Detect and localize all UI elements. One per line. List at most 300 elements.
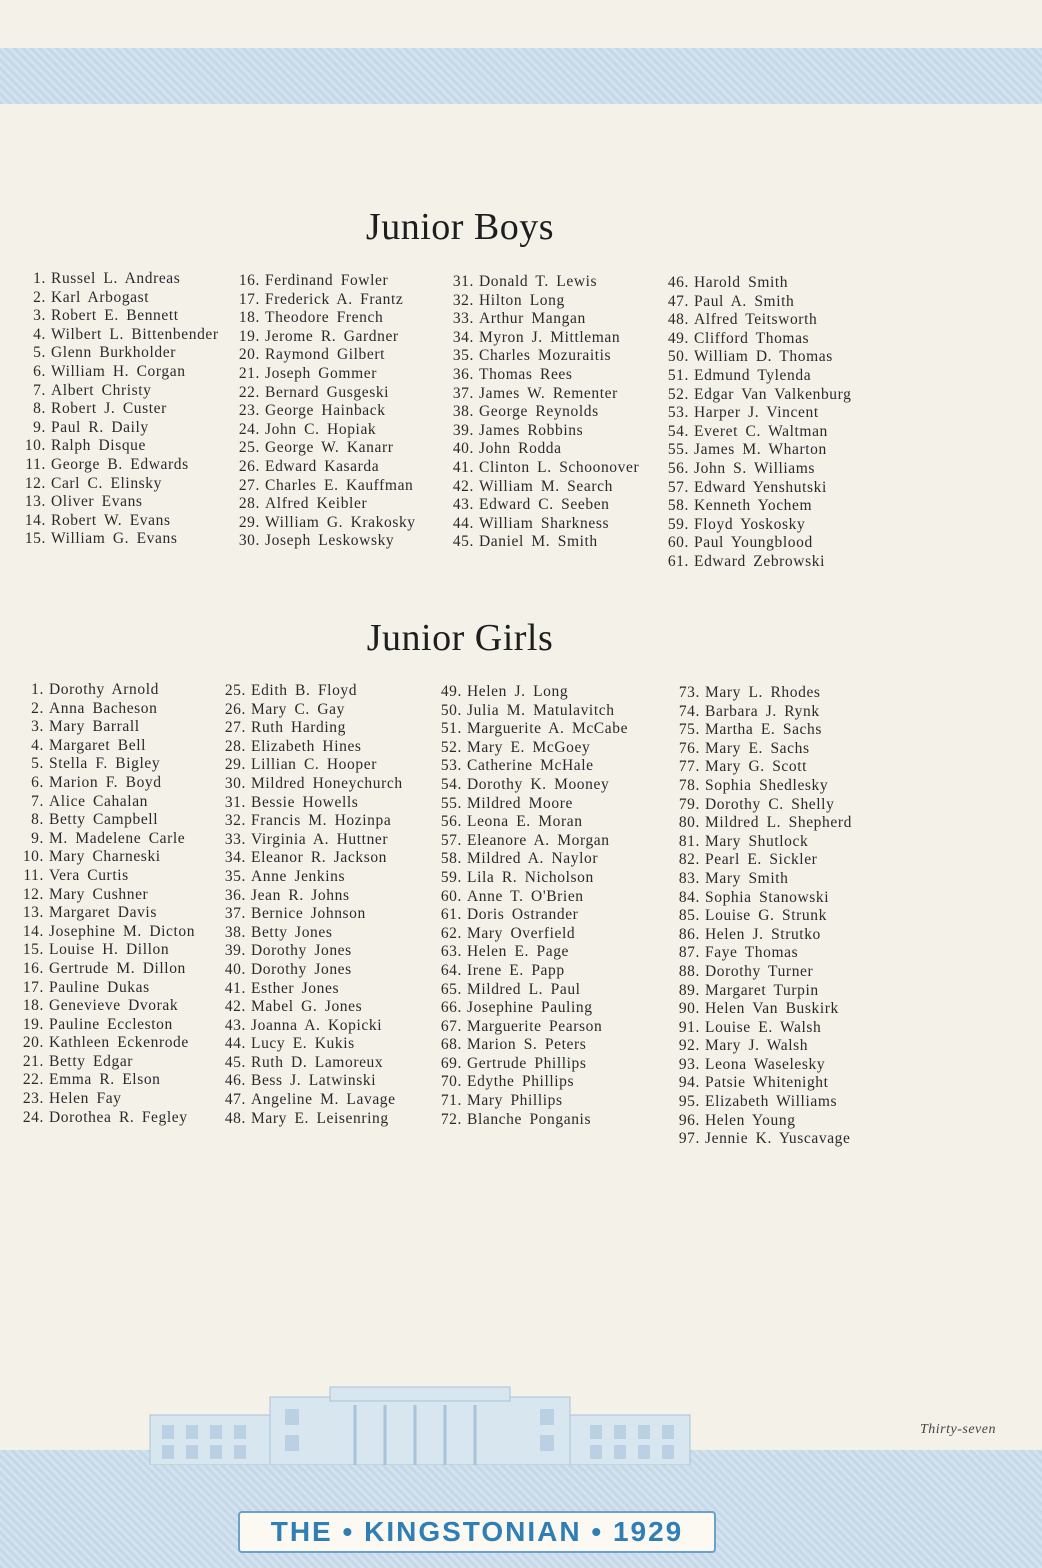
list-item: [676, 703, 852, 722]
list-item: [438, 962, 628, 981]
student-name: Mary Cushner: [49, 885, 149, 903]
list-item: [676, 740, 852, 759]
student-name: Albert Christy: [51, 381, 152, 399]
student-name: Bessie Howells: [251, 793, 359, 811]
entry-number: 50.: [440, 701, 462, 719]
student-name: Anna Bacheson: [49, 699, 158, 717]
list-item: [438, 999, 628, 1018]
student-name: Helen E. Page: [467, 943, 570, 961]
student-name: Margaret Bell: [49, 736, 147, 754]
entry-number: 17.: [22, 978, 44, 996]
list-item: [222, 738, 403, 757]
list-item: [20, 1034, 195, 1053]
entry-number: 78.: [678, 776, 700, 794]
list-item: [676, 1019, 852, 1038]
entry-number: 83.: [678, 869, 700, 887]
list-item: [236, 291, 416, 310]
student-name: Lila R. Nicholson: [467, 868, 594, 886]
list-item: [222, 961, 403, 980]
entry-number: 77.: [678, 758, 700, 776]
entry-number: 37.: [452, 384, 474, 402]
list-item: [222, 998, 403, 1017]
list-item: [438, 813, 628, 832]
student-name: Mary Overfield: [467, 924, 576, 942]
student-name: Dorothy C. Shelly: [705, 795, 835, 813]
entry-number: 85.: [678, 907, 700, 925]
list-item: [20, 1053, 195, 1072]
entry-number: 51.: [667, 366, 689, 384]
student-name: Alice Cahalan: [49, 792, 149, 810]
student-name: Joseph Gommer: [265, 364, 377, 382]
student-name: Oliver Evans: [51, 493, 143, 511]
entry-number: 30.: [238, 532, 260, 550]
entry-number: 5.: [33, 344, 46, 362]
entry-number: 24.: [22, 1108, 44, 1126]
entry-number: 3.: [31, 718, 44, 736]
student-name: Dorothea R. Fegley: [49, 1108, 188, 1126]
student-name: Kathleen Eckenrode: [49, 1034, 189, 1052]
student-name: Floyd Yoskosky: [694, 515, 806, 533]
list-item: [20, 979, 195, 998]
student-name: Jean R. Johns: [251, 886, 350, 904]
entry-number: 33.: [224, 830, 246, 848]
entry-number: 75.: [678, 721, 700, 739]
student-name: Louise H. Dillon: [49, 941, 170, 959]
list-item: [222, 701, 403, 720]
entry-number: 46.: [224, 1072, 246, 1090]
student-name: Arthur Mangan: [479, 310, 586, 328]
entry-number: 48.: [667, 311, 689, 329]
list-item: [20, 1071, 195, 1090]
entry-number: 70.: [440, 1073, 462, 1091]
list-item: [222, 719, 403, 738]
entry-number: 32.: [452, 291, 474, 309]
list-item: [438, 888, 628, 907]
list-item: [438, 1073, 628, 1092]
list-item: [438, 1055, 628, 1074]
entry-number: 10.: [22, 848, 44, 866]
list-item: [438, 720, 628, 739]
entry-number: 56.: [667, 459, 689, 477]
student-name: Wilbert L. Bittenbender: [51, 325, 219, 343]
list-item: [222, 849, 403, 868]
entry-number: 61.: [667, 552, 689, 570]
list-item: [20, 960, 195, 979]
list-item: [22, 456, 219, 475]
list-item: [20, 923, 195, 942]
entry-number: 7.: [31, 792, 44, 810]
boys-column-4: [665, 274, 851, 572]
list-item: [20, 1090, 195, 1109]
student-name: Emma R. Elson: [49, 1071, 161, 1089]
student-name: Mary Barrall: [49, 718, 140, 736]
entry-number: 14.: [22, 922, 44, 940]
list-item: [438, 981, 628, 1000]
entry-number: 11.: [23, 866, 44, 884]
list-item: [450, 478, 639, 497]
list-item: [676, 982, 852, 1001]
student-name: William G. Evans: [51, 530, 178, 548]
list-item: [438, 1018, 628, 1037]
list-item: [222, 794, 403, 813]
student-name: Charles E. Kauffman: [265, 476, 414, 494]
student-name: Joanna A. Kopicki: [251, 1016, 383, 1034]
entry-number: 51.: [440, 720, 462, 738]
list-item: [676, 1056, 852, 1075]
list-item: [22, 307, 219, 326]
entry-number: 52.: [440, 738, 462, 756]
student-name: Mary Phillips: [467, 1092, 563, 1110]
student-name: Ruth Harding: [251, 719, 347, 737]
list-item: [665, 293, 851, 312]
list-item: [222, 1091, 403, 1110]
entry-number: 24.: [238, 420, 260, 438]
list-item: [665, 330, 851, 349]
list-item: [665, 516, 851, 535]
student-name: Alfred Teitsworth: [694, 311, 818, 329]
entry-number: 42.: [224, 998, 246, 1016]
list-item: [222, 1110, 403, 1129]
entry-number: 4.: [33, 325, 46, 343]
student-name: William G. Krakosky: [265, 513, 416, 531]
list-item: [20, 997, 195, 1016]
entry-number: 55.: [667, 441, 689, 459]
entry-number: 11.: [25, 455, 46, 473]
list-item: [450, 385, 639, 404]
entry-number: 3.: [33, 307, 46, 325]
student-name: Betty Jones: [251, 923, 333, 941]
student-name: Ralph Disque: [51, 437, 147, 455]
entry-number: 87.: [678, 944, 700, 962]
entry-number: 12.: [24, 474, 46, 492]
list-item: [665, 274, 851, 293]
entry-number: 20.: [22, 1034, 44, 1052]
list-item: [665, 404, 851, 423]
entry-number: 92.: [678, 1037, 700, 1055]
list-item: [665, 534, 851, 553]
student-name: Robert W. Evans: [51, 511, 171, 529]
list-item: [676, 1130, 852, 1149]
student-name: George Hainback: [265, 402, 386, 420]
list-item: [20, 774, 195, 793]
student-name: George Reynolds: [479, 403, 599, 421]
entry-number: 34.: [452, 328, 474, 346]
entry-number: 16.: [22, 959, 44, 977]
student-name: Margaret Turpin: [705, 981, 819, 999]
entry-number: 74.: [678, 702, 700, 720]
student-name: Martha E. Sachs: [705, 721, 823, 739]
student-name: Mary L. Rhodes: [705, 684, 821, 701]
entry-number: 22.: [22, 1071, 44, 1089]
entry-number: 32.: [224, 812, 246, 830]
entry-number: 71.: [440, 1092, 462, 1110]
list-item: [676, 1000, 852, 1019]
student-name: Daniel M. Smith: [479, 533, 598, 551]
list-item: [676, 684, 852, 703]
student-name: Elizabeth Hines: [251, 737, 362, 755]
entry-number: 21.: [238, 364, 260, 382]
list-item: [450, 459, 639, 478]
entry-number: 8.: [31, 811, 44, 829]
list-item: [222, 1035, 403, 1054]
school-building-illustration: [140, 1385, 700, 1465]
student-name: Clifford Thomas: [694, 329, 810, 347]
entry-number: 18.: [238, 309, 260, 327]
list-item: [22, 437, 219, 456]
entry-number: 45.: [452, 533, 474, 551]
list-item: [236, 384, 416, 403]
list-item: [222, 942, 403, 961]
list-item: [222, 775, 403, 794]
list-item: [20, 848, 195, 867]
list-item: [438, 850, 628, 869]
entry-number: 57.: [667, 478, 689, 496]
student-name: Dorothy K. Mooney: [467, 775, 610, 793]
list-item: [22, 530, 219, 549]
entry-number: 28.: [224, 737, 246, 755]
student-name: Mary Shutlock: [705, 832, 809, 850]
student-name: Leona Waselesky: [705, 1055, 826, 1073]
entry-number: 68.: [440, 1036, 462, 1054]
list-item: [676, 926, 852, 945]
entry-number: 72.: [440, 1110, 462, 1128]
entry-number: 17.: [238, 290, 260, 308]
list-item: [665, 386, 851, 405]
top-decorative-band: [0, 48, 1042, 104]
entry-number: 97.: [678, 1130, 700, 1148]
entry-number: 50.: [667, 348, 689, 366]
boys-column-3: [450, 273, 639, 552]
list-item: [450, 496, 639, 515]
student-name: Vera Curtis: [49, 866, 129, 884]
student-name: John Rodda: [479, 440, 562, 458]
entry-number: 56.: [440, 813, 462, 831]
student-name: George W. Kanarr: [265, 439, 394, 457]
entry-number: 88.: [678, 962, 700, 980]
entry-number: 91.: [678, 1018, 700, 1036]
list-item: [665, 367, 851, 386]
entry-number: 36.: [224, 886, 246, 904]
list-item: [20, 867, 195, 886]
list-item: [438, 795, 628, 814]
list-item: [20, 737, 195, 756]
list-item: [450, 440, 639, 459]
list-item: [676, 889, 852, 908]
entry-number: 41.: [452, 458, 474, 476]
entry-number: 2.: [31, 699, 44, 717]
entry-number: 2.: [33, 288, 46, 306]
entry-number: 43.: [452, 496, 474, 514]
entry-number: 22.: [238, 383, 260, 401]
list-item: [450, 366, 639, 385]
student-name: Paul Youngblood: [694, 534, 813, 552]
student-name: Edythe Phillips: [467, 1073, 575, 1091]
entry-number: 19.: [22, 1015, 44, 1033]
student-name: Mary E. Sachs: [705, 739, 810, 757]
student-name: Mary E. McGoey: [467, 738, 591, 756]
entry-number: 58.: [667, 497, 689, 515]
entry-number: 16.: [238, 272, 260, 289]
student-name: Alfred Keibler: [265, 495, 368, 513]
list-item: [236, 421, 416, 440]
entry-number: 27.: [238, 476, 260, 494]
junior-boys-heading: Junior Boys: [365, 206, 555, 248]
list-item: [22, 289, 219, 308]
entry-number: 1.: [33, 270, 46, 287]
student-name: James M. Wharton: [694, 441, 827, 459]
entry-number: 93.: [678, 1055, 700, 1073]
entry-number: 45.: [224, 1053, 246, 1071]
entry-number: 73.: [678, 684, 700, 701]
list-item: [20, 886, 195, 905]
entry-number: 9.: [31, 829, 44, 847]
student-name: Mary E. Leisenring: [251, 1109, 389, 1127]
girls-column-1: [20, 681, 195, 1127]
list-item: [665, 460, 851, 479]
entry-number: 26.: [238, 457, 260, 475]
entry-number: 12.: [22, 885, 44, 903]
list-item: [236, 328, 416, 347]
student-name: Helen Fay: [49, 1090, 122, 1108]
list-item: [20, 793, 195, 812]
entry-number: 37.: [224, 905, 246, 923]
list-item: [236, 439, 416, 458]
junior-girls-heading: Junior Girls: [366, 617, 554, 659]
student-name: Thomas Rees: [479, 365, 573, 383]
student-name: William H. Corgan: [51, 362, 186, 380]
entry-number: 23.: [238, 402, 260, 420]
student-name: Esther Jones: [251, 979, 340, 997]
list-item: [22, 344, 219, 363]
list-item: [22, 363, 219, 382]
list-item: [222, 1054, 403, 1073]
student-name: Joseph Leskowsky: [265, 532, 395, 550]
student-name: Pauline Eccleston: [49, 1015, 173, 1033]
student-name: Mary C. Gay: [251, 700, 345, 718]
entry-number: 59.: [667, 515, 689, 533]
student-name: Edward C. Seeben: [479, 496, 610, 514]
student-name: M. Madelene Carle: [49, 829, 186, 847]
list-item: [20, 904, 195, 923]
entry-number: 60.: [667, 534, 689, 552]
list-item: [450, 533, 639, 552]
list-item: [20, 1016, 195, 1035]
student-name: William Sharkness: [479, 514, 610, 532]
list-item: [222, 682, 403, 701]
student-name: Dorothy Jones: [251, 942, 352, 960]
list-item: [665, 311, 851, 330]
entry-number: 63.: [440, 943, 462, 961]
student-name: Myron J. Mittleman: [479, 328, 621, 346]
student-name: William D. Thomas: [694, 348, 833, 366]
student-name: Theodore French: [265, 309, 384, 327]
list-item: [20, 755, 195, 774]
list-item: [676, 851, 852, 870]
student-name: Genevieve Dvorak: [49, 997, 179, 1015]
student-name: Jennie K. Yuscavage: [705, 1130, 851, 1148]
student-name: Anne Jenkins: [251, 867, 346, 885]
list-item: [236, 309, 416, 328]
entry-number: 15.: [22, 941, 44, 959]
entry-number: 9.: [33, 418, 46, 436]
list-item: [676, 1037, 852, 1056]
student-name: Elizabeth Williams: [705, 1093, 838, 1111]
list-item: [450, 329, 639, 348]
list-item: [676, 870, 852, 889]
entry-number: 40.: [452, 440, 474, 458]
list-item: [20, 1109, 195, 1128]
student-name: Edward Kasarda: [265, 457, 380, 475]
entry-number: 81.: [678, 832, 700, 850]
list-item: [676, 1112, 852, 1131]
student-name: Mary Charneski: [49, 848, 161, 866]
student-name: Bess J. Latwinski: [251, 1072, 377, 1090]
list-item: [236, 532, 416, 551]
student-name: Robert J. Custer: [51, 400, 167, 418]
list-item: [450, 292, 639, 311]
student-name: Betty Campbell: [49, 811, 159, 829]
student-name: Clinton L. Schoonover: [479, 458, 640, 476]
student-name: Francis M. Hozinpa: [251, 812, 392, 830]
list-item: [665, 553, 851, 572]
student-name: Bernice Johnson: [251, 905, 366, 923]
entry-number: 15.: [24, 530, 46, 548]
girls-column-3: [438, 683, 628, 1129]
entry-number: 49.: [440, 683, 462, 700]
entry-number: 10.: [24, 437, 46, 455]
list-item: [222, 980, 403, 999]
entry-number: 96.: [678, 1111, 700, 1129]
entry-number: 90.: [678, 1000, 700, 1018]
student-name: Robert E. Bennett: [51, 307, 179, 325]
student-name: Lucy E. Kukis: [251, 1035, 355, 1053]
list-item: [22, 326, 219, 345]
student-name: Betty Edgar: [49, 1052, 134, 1070]
page-number: Thirty-seven: [920, 1422, 996, 1437]
list-item: [236, 402, 416, 421]
list-item: [450, 347, 639, 366]
entry-number: 25.: [224, 682, 246, 699]
student-name: Mildred Moore: [467, 794, 573, 812]
entry-number: 55.: [440, 794, 462, 812]
student-name: James W. Rementer: [479, 384, 618, 402]
student-name: Marguerite A. McCabe: [467, 720, 629, 738]
entry-number: 29.: [238, 513, 260, 531]
entry-number: 64.: [440, 961, 462, 979]
entry-number: 66.: [440, 999, 462, 1017]
list-item: [676, 1093, 852, 1112]
student-name: Jerome R. Gardner: [265, 327, 399, 345]
list-item: [450, 310, 639, 329]
student-name: Leona E. Moran: [467, 813, 583, 831]
student-name: Mary Smith: [705, 869, 789, 887]
list-item: [676, 963, 852, 982]
list-item: [438, 943, 628, 962]
list-item: [450, 515, 639, 534]
list-item: [676, 1074, 852, 1093]
list-item: [236, 458, 416, 477]
student-name: Carl C. Elinsky: [51, 474, 163, 492]
list-item: [438, 832, 628, 851]
list-item: [22, 382, 219, 401]
student-name: Helen J. Long: [467, 683, 569, 700]
entry-number: 44.: [224, 1035, 246, 1053]
list-item: [438, 702, 628, 721]
entry-number: 25.: [238, 439, 260, 457]
list-item: [236, 346, 416, 365]
entry-number: 53.: [440, 757, 462, 775]
entry-number: 47.: [667, 292, 689, 310]
